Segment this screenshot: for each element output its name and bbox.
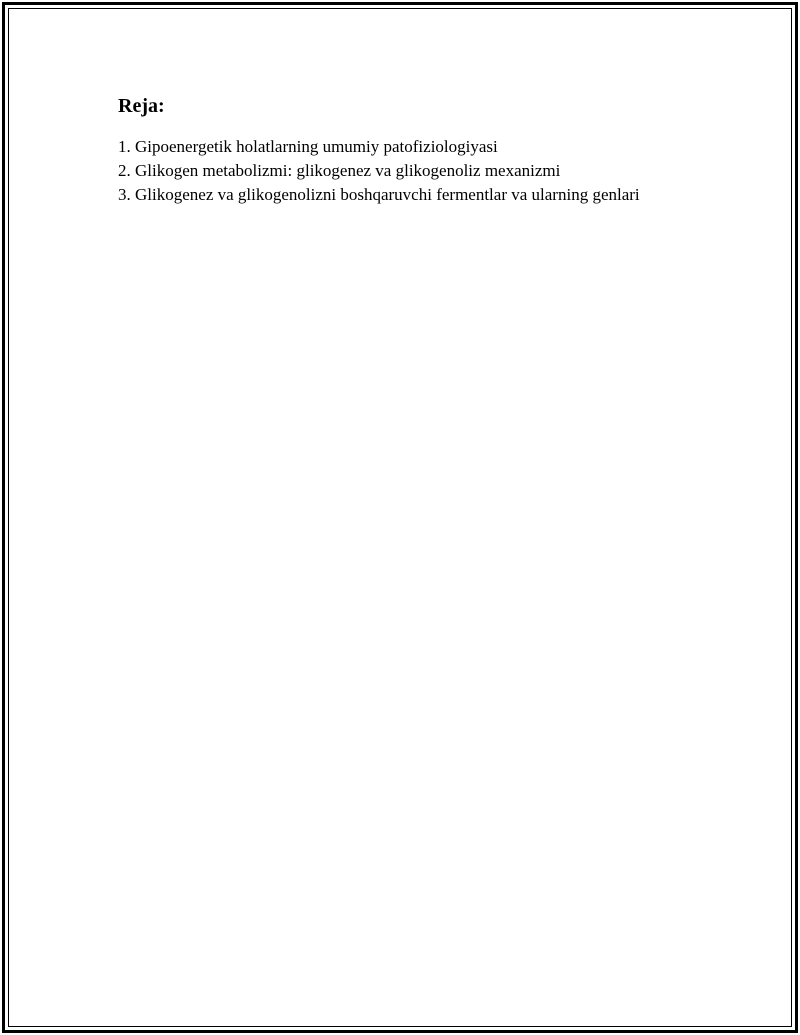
plan-heading: Reja: [118, 95, 165, 117]
page-content [118, 93, 758, 207]
plan-item: 2. Glikogen metabolizmi: glikogenez va glikogenoliz mexanizmi [118, 161, 561, 180]
plan-item: 1. Gipoenergetik holatlarning umumiy patofiziologiyasi [118, 137, 498, 156]
plan-list [118, 135, 758, 207]
plan-item: 3. Glikogenez va glikogenolizni boshqaruvchi fermentlar va ularning genlari [118, 185, 640, 204]
